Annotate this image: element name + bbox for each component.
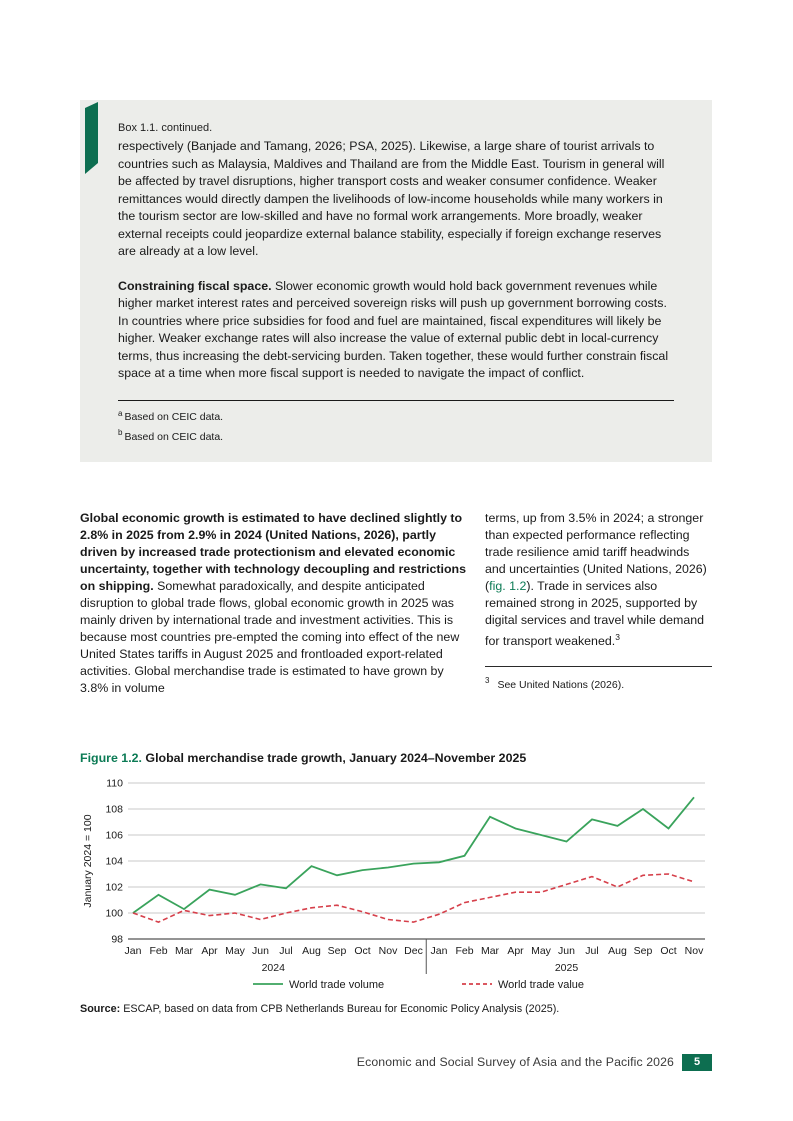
x-tick-label: Jun <box>558 945 575 957</box>
box-content <box>118 122 674 446</box>
series-line-value <box>133 874 694 922</box>
footer-title: Economic and Social Survey of Asia and the Pacific 2026 <box>356 1055 674 1069</box>
series-line-volume <box>133 797 694 913</box>
body-column-left <box>80 510 469 697</box>
figure-source <box>80 1003 715 1015</box>
figure-title <box>80 751 715 765</box>
body-lead-rest: Somewhat paradoxically, and despite anticipated disruption to global trade flows, global economic growth in 2025 was mainly driven by international trade and investment activities. This is because most countries pre-empted the coming into effect of the new United States tariffs in August 2025 and frontloaded export-related activities. Global merchandise trade is estimated to have grown by 3.8% in volume <box>80 579 460 695</box>
source-text: ESCAP, based on data from CPB Netherlands Bureau for Economic Policy Analysis (2025). <box>120 1003 560 1015</box>
x-tick-label: Nov <box>684 945 704 957</box>
x-tick-label: May <box>531 945 551 957</box>
box-paragraph-1: respectively (Banjade and Tamang, 2026; PSA, 2025). Likewise, a large share of tourist arrivals to countries such as Malaysia, Maldives and Thailand are from the Middle East. Tourism in general will be affected by travel disruptions, higher transport costs and weaker consumer confidence. Weaker remittances would directly dampen the livelihoods of low-income households while many workers in the tourism sector are low-skilled and have no formal work arrangements. More broadly, weaker external receipts could jeopardize external balance stability, especially if foreign exchange reserves are already at a low level. <box>118 139 665 258</box>
y-axis-title: January 2024 = 100 <box>82 814 94 908</box>
x-tick-label: Aug <box>302 945 321 957</box>
body-paragraph-right <box>485 510 712 650</box>
x-tick-label: Feb <box>149 945 168 957</box>
x-tick-label: Apr <box>507 945 524 957</box>
footnote-3-text: See United Nations (2026). <box>497 678 625 691</box>
figure-1-2-link[interactable]: fig. 1.2 <box>489 579 527 593</box>
x-tick-label: Aug <box>608 945 627 957</box>
box-paragraph-2-rest: Slower economic growth would hold back government revenues while higher market interest rates and perceived sovereign risks will push up government borrowing costs. In countries where price subsidies for food and fuel are maintained, fiscal expenditures will likely be higher. Weaker exchange rates will also increase the value of external public debt in local-currency terms, thus increasing the debt-servicing burden. Taken together, these would further constrain fiscal space at a time when more fiscal support is needed to navigate the impact of conflict. <box>118 278 669 380</box>
x-tick-label: Sep <box>633 945 653 957</box>
x-tick-label: Oct <box>354 945 371 957</box>
x-tick-label: Jul <box>279 945 293 957</box>
x-tick-label: Mar <box>174 945 194 957</box>
box-footnote-divider <box>118 400 674 401</box>
y-tick-label: 110 <box>106 777 123 790</box>
y-tick-label: 104 <box>105 855 123 868</box>
year-label: 2025 <box>554 962 579 974</box>
figure-section <box>80 751 715 1015</box>
box-footnote-b <box>118 426 674 444</box>
body-column-right <box>485 510 712 697</box>
box-footnote-a <box>118 407 674 425</box>
x-tick-label: Jan <box>124 945 142 957</box>
x-tick-label: Mar <box>480 945 500 957</box>
y-tick-label: 108 <box>105 803 123 816</box>
box-accent-ribbon-icon <box>85 101 98 175</box>
body-right-post: ). Trade in services also remained strong in 2025, supported by digital services and travel while demand for transport weakened. <box>485 579 705 649</box>
legend-label: World trade volume <box>289 979 385 991</box>
body-columns <box>80 510 712 697</box>
x-tick-label: Jul <box>585 945 599 957</box>
x-tick-label: Apr <box>201 945 218 957</box>
x-tick-label: Nov <box>378 945 398 957</box>
column-footnote-divider <box>485 666 712 667</box>
y-tick-label: 100 <box>105 907 123 920</box>
y-tick-label: 102 <box>105 881 123 894</box>
body-lead-bold: Global economic growth is estimated to have declined slightly to 2.8% in 2025 from 2.9% in 2024 (United Nations, 2026), partly driven by increased trade protectionism and elevated economic uncertainty, together with technology decoupling and restrictions on shipping. <box>80 511 466 593</box>
legend-label: World trade value <box>498 979 585 991</box>
trade-chart-svg <box>80 771 715 1001</box>
x-tick-label: Jun <box>252 945 269 957</box>
source-label: Source: <box>80 1003 121 1015</box>
x-tick-label: Dec <box>404 945 423 957</box>
footnote-a-text: Based on CEIC data. <box>124 411 224 423</box>
figure-title-text: Global merchandise trade growth, January 2024–November 2025 <box>141 751 527 765</box>
body-right-pre: terms, up from 3.5% in 2024; a stronger than expected performance reflecting trade resilience amid tariff headwinds and uncertainties (United Nations, 2026) ( <box>485 511 707 593</box>
x-tick-label: Jan <box>430 945 448 957</box>
page-number-badge: 5 <box>682 1054 712 1071</box>
x-tick-label: May <box>225 945 245 957</box>
callout-box <box>80 100 712 462</box>
footnote-3-marker: 3 <box>485 676 490 686</box>
box-paragraph-2 <box>118 278 674 383</box>
figure-label: Figure 1.2. <box>80 751 142 765</box>
x-tick-label: Sep <box>327 945 347 957</box>
footnote-b-text: Based on CEIC data. <box>124 430 224 443</box>
footnote-3-inline-marker: 3 <box>615 632 620 642</box>
footnote-a-marker: a <box>118 408 123 418</box>
year-label: 2024 <box>261 962 285 974</box>
footnote-3 <box>485 674 712 692</box>
box-label: Box 1.1. continued. <box>118 122 213 134</box>
x-tick-label: Feb <box>455 945 474 957</box>
page-footer <box>80 1053 712 1071</box>
box-paragraph-2-lead: Constraining fiscal space. <box>118 278 272 293</box>
footnote-b-marker: b <box>118 428 123 437</box>
x-tick-label: Oct <box>660 945 677 957</box>
y-tick-label: 98 <box>111 933 123 946</box>
body-paragraph-left <box>80 510 469 697</box>
y-tick-label: 106 <box>105 829 123 842</box>
